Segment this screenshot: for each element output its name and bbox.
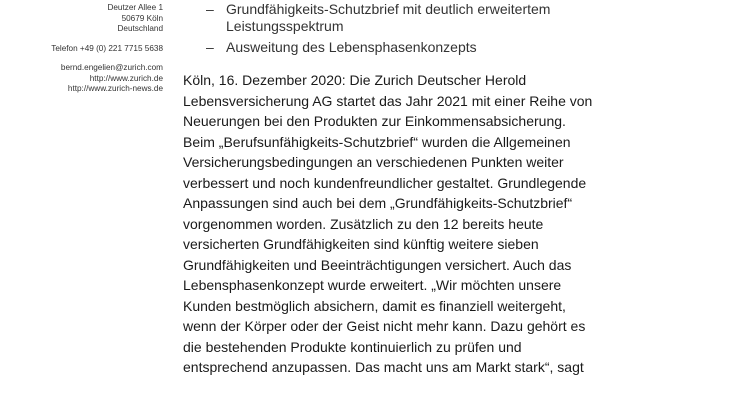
body-line: Lebensversicherung AG startet das Jahr 2021 mit einer Reihe von xyxy=(183,92,593,109)
body-line: Lebensphasenkonzept wurde erweitert. „Wir möchten unsere xyxy=(183,277,562,293)
bullet-text: Ausweitung des Lebensphasenkonzepts xyxy=(226,39,477,55)
email-link[interactable]: bernd.engelien@zurich.com xyxy=(60,63,163,72)
body-line: Versicherungsbedingungen an verschiedenen Punkten weiter xyxy=(183,154,564,170)
address-country: Deutschland xyxy=(117,24,163,33)
body-line: Köln, 16. Dezember 2020: Die Zurich Deutscher Herold xyxy=(183,72,527,88)
body-line: Kunden bestmöglich absichern, damit es finanziell weitergeht, xyxy=(183,297,566,314)
body-line: wenn der Körper oder der Geist nicht mehr kann. Dazu gehört es xyxy=(183,318,586,334)
contact-sidebar xyxy=(0,3,163,95)
body-line: Neuerungen bei den Produkten zur Einkommensabsicherung. xyxy=(183,113,566,129)
body-line: versicherten Grundfähigkeiten sind künftig weitere sieben xyxy=(183,236,539,252)
body-line: vorgenommen worden. Zusätzlich zu den 12 bereits heute xyxy=(183,215,544,232)
body-line: Grundfähigkeiten und Beeinträchtigungen versichert. Auch das xyxy=(183,256,572,273)
body-line: Anpassungen sind auch bei dem „Grundfähigkeits-Schutzbrief“ xyxy=(183,195,573,211)
bullet-text: Grundfähigkeits-Schutzbrief mit deutlich erweitertem xyxy=(226,1,551,17)
body-line: die bestehenden Produkte kontinuierlich zu prüfen und xyxy=(183,338,522,355)
website-link-zurich[interactable]: http://www.zurich.de xyxy=(89,73,163,83)
phone-number: Telefon +49 (0) 221 7715 5638 xyxy=(51,43,163,53)
bullet-list xyxy=(206,1,626,56)
bullet-dash: – xyxy=(206,1,214,17)
address-city: 50679 Köln xyxy=(121,13,163,23)
bullet-item xyxy=(206,1,626,35)
website-link-zurich-news[interactable]: http://www.zurich-news.de xyxy=(67,84,163,93)
body-line: Beim „Berufsunfähigkeits-Schutzbrief“ wurden die Allgemeinen xyxy=(183,133,571,150)
press-release-body xyxy=(183,70,633,378)
body-line: entsprechend anzupassen. Das macht uns am Markt stark“, sagt xyxy=(183,359,584,375)
address-street: Deutzer Allee 1 xyxy=(107,3,163,12)
body-line: verbessert und noch kundenfreundlicher gestaltet. Grundlegende xyxy=(183,174,587,191)
bullet-text-continued: Leistungsspektrum xyxy=(226,18,344,34)
bullet-item xyxy=(206,39,626,56)
bullet-dash: – xyxy=(206,39,214,55)
